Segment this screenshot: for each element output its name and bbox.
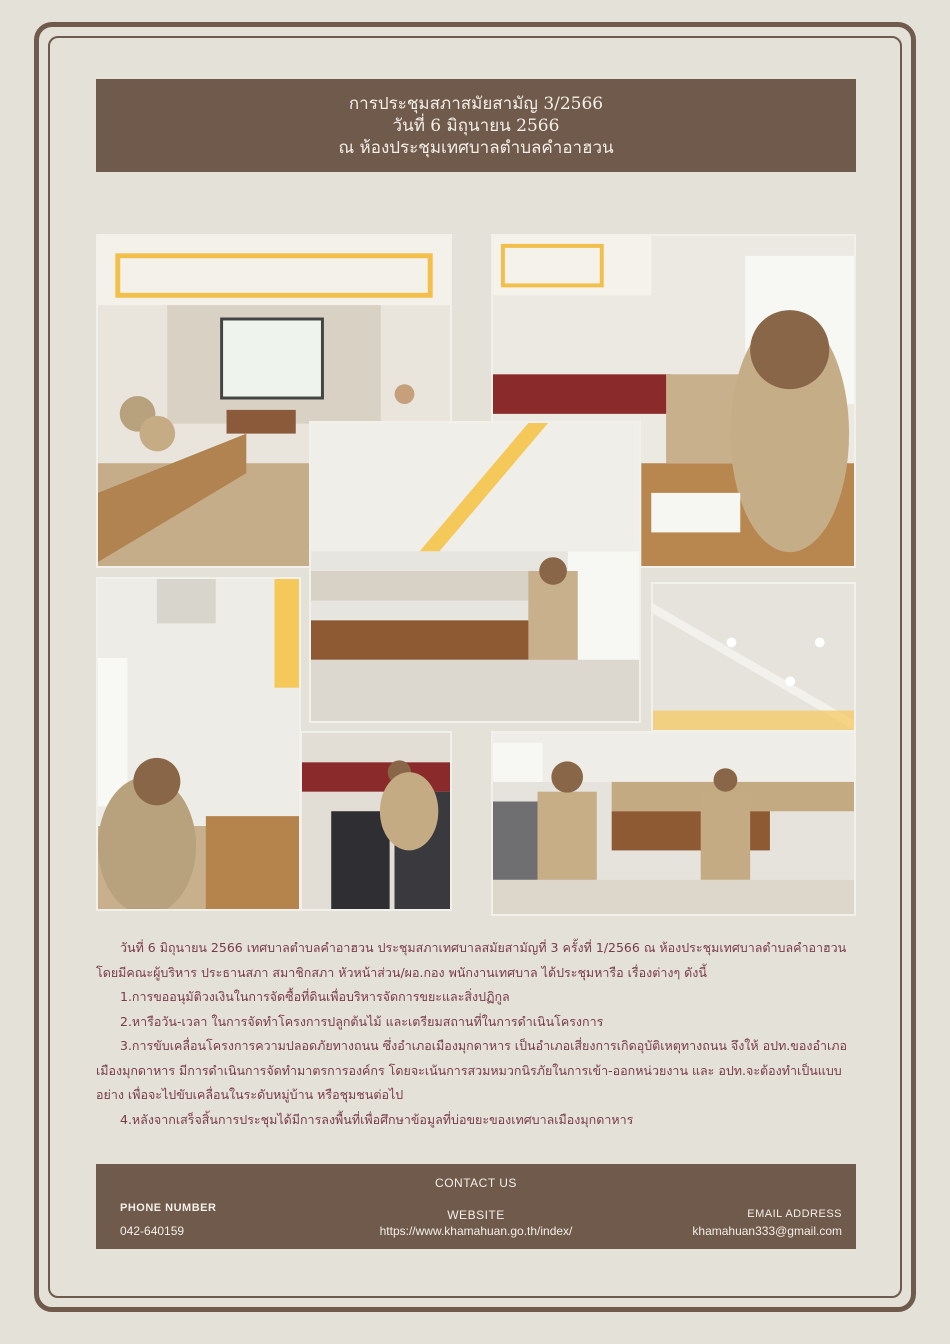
standing-members-photo (309, 421, 641, 723)
title-line-1: การประชุมสภาสมัยสามัญ 3/2566 (348, 93, 604, 114)
seated-members-photo-right (300, 731, 452, 911)
summary-item-4: 4.หลังจากเสร็จสิ้นการประชุมได้มีการลงพื้นที่เพื่อศึกษาข้อมูลที่บ่อขยะของเทศบาลเมืองมุกดาหาร (120, 1111, 634, 1127)
title-banner (96, 79, 856, 172)
meeting-summary (96, 936, 856, 1132)
phone-label: PHONE NUMBER (120, 1202, 217, 1214)
summary-item-1: 1.การขออนุมัติวงเงินในการจัดซื้อที่ดินเพื่อบริหารจัดการขยะและสิ่งปฏิกูล (120, 989, 510, 1004)
seated-members-photo-left (96, 577, 301, 911)
summary-item-2: 2.หารือวัน-เวลา ในการจัดทำโครงการปลูกต้นไม้ และเตรียมสถานที่ในการดำเนินโครงการ (120, 1013, 604, 1029)
phone-number: 042-640159 (120, 1224, 185, 1238)
summary-item-3: 3.การขับเคลื่อนโครงการความปลอดภัยทางถนน ซึ่งอำเภอเมืองมุกดาหาร เป็นอำเภอเสี่ยงการเกิดอุบัติเหตุทางถนน จึงให้ อปท.ของอำเภอเมืองมุกดาหาร มีการดำเนินการจัดทำมาตรการองค์กร โดยจะเน้นการสวมหมวกนิรภัยในการเข้า-ออกหน่วยงาน และ อปท.จะต้องทำเป็นแบบอย่าง เพื่อจะไปขับเคลื่อนในระดับหมู่บ้าน หรือชุมชนต่อไป (96, 1038, 847, 1102)
website-label: WEBSITE (447, 1208, 505, 1222)
title-line-3: ณ ห้องประชุมเทศบาลตำบลคำอาฮวน (338, 137, 614, 158)
title-line-2: วันที่ 6 มิถุนายน 2566 (392, 115, 560, 136)
email-label: EMAIL ADDRESS (747, 1208, 842, 1220)
contact-heading: CONTACT US (435, 1176, 517, 1190)
ceiling-lights-photo (651, 582, 856, 732)
summary-intro: วันที่ 6 มิถุนายน 2566 เทศบาลตำบลคำอาฮวน ประชุมสภาเทศบาลสมัยสามัญที่ 3 ครั้งที่ 1/2566 ณ ห้องประชุมเทศบาลตำบลคำอาฮวน โดยมีคณะผู้บริหาร ประธานสภา สมาชิกสภา หัวหน้าส่วน/ผอ.กอง พนักงานเทศบาล ได้ประชุมหารือ เรื่องต่างๆ ดังนี้ (96, 940, 847, 980)
contact-footer (96, 1164, 856, 1249)
website-link[interactable]: https://www.khamahuan.go.th/index/ (379, 1224, 573, 1238)
speaker-microphone-photo (491, 731, 856, 916)
email-address[interactable]: khamahuan333@gmail.com (692, 1224, 842, 1238)
